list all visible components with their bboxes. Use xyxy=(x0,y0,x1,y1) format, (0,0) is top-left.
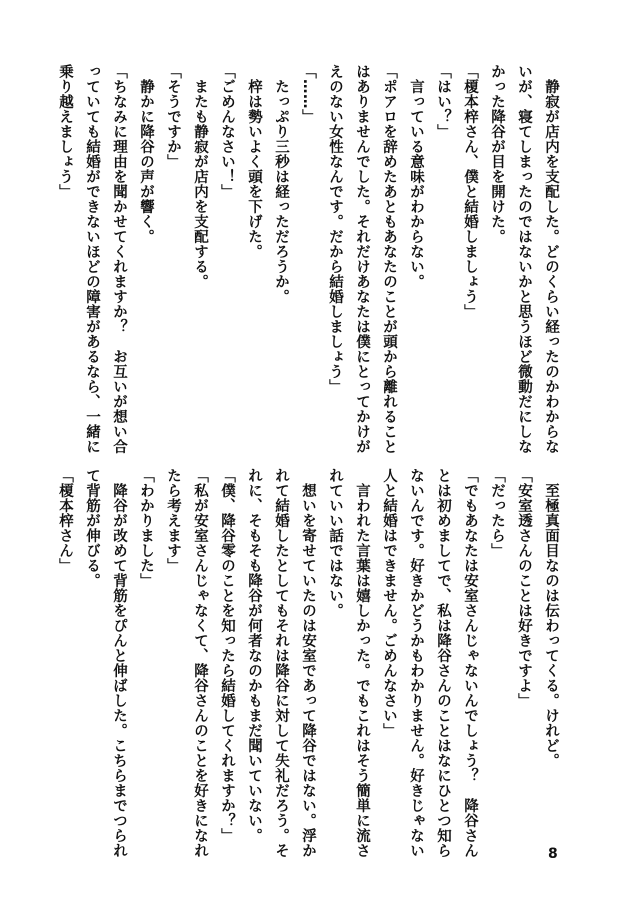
text-column: 降谷が改めて背筋をぴんと伸ばした。こちらまでつられ xyxy=(111,468,127,858)
text-column: 「私が安室さんじゃなくて、降谷さんのことを好きになれ xyxy=(192,468,208,858)
bottom-text-block xyxy=(51,468,564,858)
text-column: かった降谷が目を開けた。 xyxy=(489,64,505,244)
text-column: て背筋が伸びる。 xyxy=(84,468,100,588)
text-column: れて結婚したとしてもそれは降谷に対して失礼だろう。そ xyxy=(273,468,289,858)
text-column: 言われた言葉は嬉しかった。でもこれはそう簡単に流さ xyxy=(354,468,370,858)
text-column: 「僕、降谷零のことを知ったら結婚してくれますか？」 xyxy=(219,468,235,843)
text-column: 人と結婚はできません。ごめんなさい」 xyxy=(381,468,397,738)
text-column: 至極真面目なのは伝わってくる。けれど。 xyxy=(543,468,559,768)
text-column: 「ごめんなさい！」 xyxy=(219,64,235,199)
text-column: 「ちなみに理由を聞かせてくれますか？ お互いが想い合 xyxy=(111,64,127,454)
text-column: いが、寝てしまったのではないかと思うほど微動だにしな xyxy=(516,64,532,454)
text-column: れに、そもそも降谷が何者なのかもまだ聞いていない。 xyxy=(246,468,262,843)
top-text-block xyxy=(51,64,564,464)
text-column: 「でもあなたは安室さんじゃないんでしょう？ 降谷さん xyxy=(462,468,478,858)
text-column: 想いを寄せていたのは安室であって降谷ではない。浮か xyxy=(300,468,316,858)
text-column: 「そうですか」 xyxy=(165,64,181,169)
text-column: れていい話ではない。 xyxy=(327,468,343,618)
text-column: 言っている意味がわからない。 xyxy=(408,64,424,289)
text-column: たら考えます」 xyxy=(165,468,181,573)
text-column: 「……」 xyxy=(300,64,316,124)
text-column: 「榎本梓さん」 xyxy=(57,468,73,573)
text-column: 「榎本梓さん、僕と結婚しましょう」 xyxy=(462,64,478,319)
text-column: 梓は勢いよく頭を下げた。 xyxy=(246,64,262,259)
text-column: 「はい？」 xyxy=(435,64,451,139)
text-column: 静かに降谷の声が響く。 xyxy=(138,64,154,244)
text-column: 「わかりました」 xyxy=(138,468,154,588)
text-column: 「だったら」 xyxy=(489,468,505,558)
text-column: たっぷり三秒は経っただろうか。 xyxy=(273,64,289,304)
text-column: っていても結婚ができないほどの障害があるなら、一緒に xyxy=(84,64,100,454)
text-column: 「ポアロを辞めたあともあなたのことが頭から離れること xyxy=(381,64,397,454)
text-column: 乗り越えましょう」 xyxy=(57,64,73,199)
text-column: 静寂が店内を支配した。どのくらい経ったのかわからな xyxy=(543,64,559,454)
text-column: またも静寂が店内を支配する。 xyxy=(192,64,208,289)
text-column: ないんです。好きかどうかもわかりません。好きじゃない xyxy=(408,468,424,858)
text-column: えのない女性なんです。だから結婚しましょう」 xyxy=(327,64,343,394)
text-column: 「安室透さんのことは好きですよ」 xyxy=(516,468,532,708)
page-number: 8 xyxy=(548,846,558,862)
text-column: はありませんでした。それだけあなたは僕にとってかけが xyxy=(354,64,370,454)
text-column: とは初めましてで、私は降谷さんのことはなにひとつ知ら xyxy=(435,468,451,858)
